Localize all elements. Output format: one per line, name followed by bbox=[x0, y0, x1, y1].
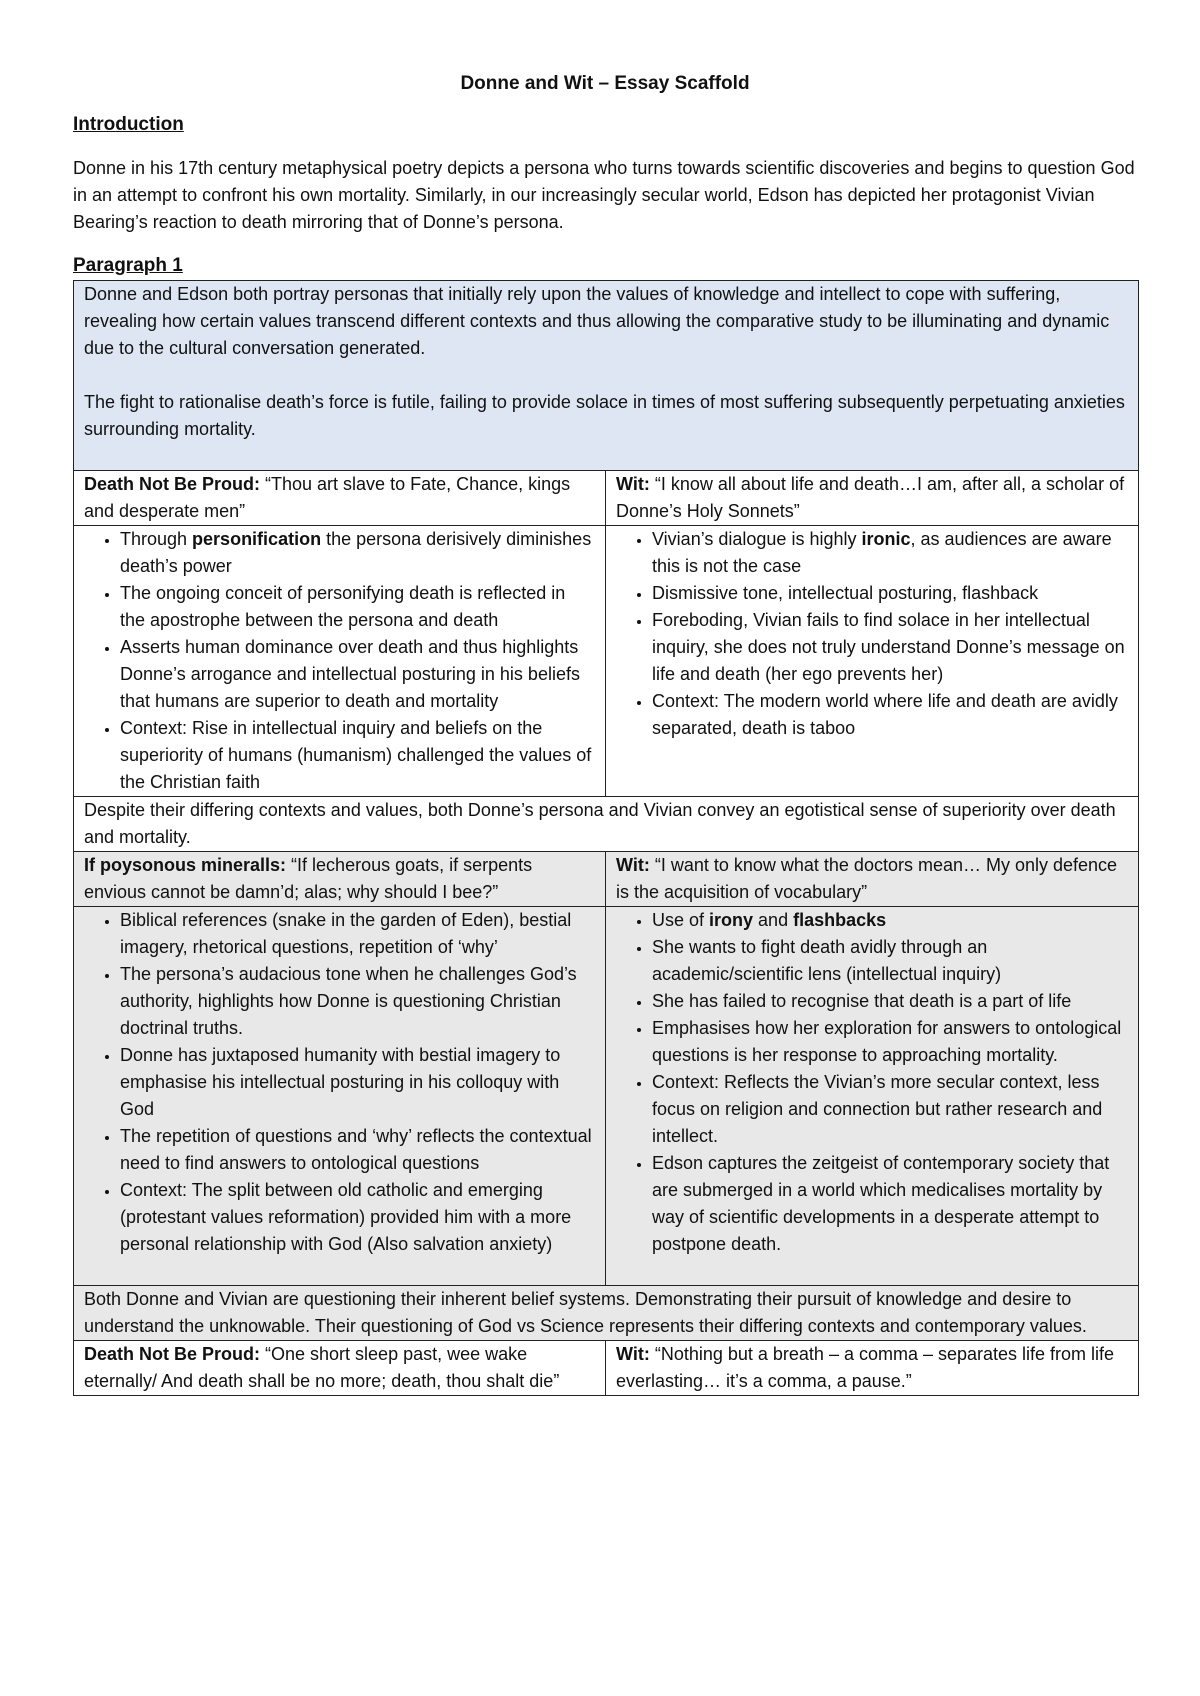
introduction-text: Donne in his 17th century metaphysical poetry depicts a persona who turns towards scientific discoveries and begins to question God in an attempt to confront his own mortality. Similarly, in our increasingly secular world, Edson has depicted her protagonist Vivian Bearing’s reaction to death mirroring that of Donne’s persona. bbox=[73, 158, 1135, 232]
analysis-list bbox=[616, 526, 1128, 742]
thesis-text: Donne and Edson both portray personas that initially rely upon the values of knowledge and intellect to cope with suffering, revealing how certain values transcend different contexts and thus allowing the comparative study to be illuminating and dynamic due to the cultural conversation generated. bbox=[84, 284, 1110, 358]
play-title: Wit: bbox=[616, 855, 650, 875]
list-item: • Dismissive tone, intellectual posturing, flashback bbox=[652, 580, 1128, 607]
play-quote: “I know all about life and death…I am, after all, a scholar of Donne’s Holy Sonnets” bbox=[616, 474, 1125, 521]
list-item: • Asserts human dominance over death and thus highlights Donne’s arrogance and intellectual posturing in his beliefs that humans are superior to death and mortality bbox=[120, 634, 595, 715]
list-item: • Context: The modern world where life and death are avidly separated, death is taboo bbox=[652, 688, 1128, 742]
poem-title: If poysonous mineralls: bbox=[84, 855, 287, 875]
play-title: Wit: bbox=[616, 1344, 650, 1364]
paragraph1-heading: Paragraph 1 bbox=[73, 255, 183, 276]
poem-title: Death Not Be Proud: bbox=[84, 474, 261, 494]
list-item: • Foreboding, Vivian fails to find solace in her intellectual inquiry, she does not truly understand Donne’s message on life and death (her ego prevents her) bbox=[652, 607, 1128, 688]
play-quote-cell bbox=[606, 852, 1139, 907]
list-item: • Context: The split between old catholic and emerging (protestant values reformation) provided him with a more personal relationship with God (Also salvation anxiety) bbox=[120, 1177, 595, 1258]
poem-quote: “Thou art slave to Fate, Chance, kings and desperate men” bbox=[84, 474, 571, 521]
document-title: Donne and Wit – Essay Scaffold bbox=[460, 73, 750, 94]
link-cell: Both Donne and Vivian are questioning their inherent belief systems. Demonstrating their pursuit of knowledge and desire to understand the unknowable. Their questioning of God vs Science represents their differing contexts and contemporary values. bbox=[74, 1286, 1139, 1341]
thesis-cell bbox=[74, 281, 1139, 471]
list-item: • Emphasises how her exploration for answers to ontological questions is her response to approaching mortality. bbox=[652, 1015, 1128, 1069]
list-item: • Context: Rise in intellectual inquiry and beliefs on the superiority of humans (humanism) challenged the values of the Christian faith bbox=[120, 715, 595, 796]
introduction-section bbox=[73, 111, 1137, 236]
link-cell: Despite their differing contexts and values, both Donne’s persona and Vivian convey an egotistical sense of superiority over death and mortality. bbox=[74, 797, 1139, 852]
poem-quote-cell bbox=[74, 1341, 606, 1396]
poem-quote-cell bbox=[74, 471, 606, 526]
list-item: • She wants to fight death avidly through an academic/scientific lens (intellectual inquiry) bbox=[652, 934, 1128, 988]
play-quote-cell bbox=[606, 471, 1139, 526]
poem-quote: “If lecherous goats, if serpents envious cannot be damn’d; alas; why should I bee?” bbox=[84, 855, 533, 902]
document-page bbox=[73, 70, 1137, 1396]
list-item: • Biblical references (snake in the garden of Eden), bestial imagery, rhetorical questions, repetition of ‘why’ bbox=[120, 907, 595, 961]
poem-title: Death Not Be Proud: bbox=[84, 1344, 261, 1364]
list-item: • Vivian’s dialogue is highly ironic, as audiences are aware this is not the case bbox=[652, 526, 1128, 580]
analysis-list bbox=[84, 526, 595, 796]
scaffold-table bbox=[73, 280, 1139, 1396]
analysis-list bbox=[616, 907, 1128, 1258]
analysis-list bbox=[84, 907, 595, 1258]
list-item: • Context: Reflects the Vivian’s more secular context, less focus on religion and connection but rather research and intellect. bbox=[652, 1069, 1128, 1150]
list-item: • The ongoing conceit of personifying death is reflected in the apostrophe between the persona and death bbox=[120, 580, 595, 634]
list-item: • Through personification the persona derisively diminishes death’s power bbox=[120, 526, 595, 580]
play-analysis-cell bbox=[606, 907, 1139, 1286]
introduction-heading: Introduction bbox=[73, 114, 184, 135]
poem-analysis-cell bbox=[74, 526, 606, 797]
play-quote: “I want to know what the doctors mean… My only defence is the acquisition of vocabulary” bbox=[616, 855, 1118, 902]
play-title: Wit: bbox=[616, 474, 650, 494]
thesis-text: The fight to rationalise death’s force is futile, failing to provide solace in times of most suffering subsequently perpetuating anxieties surrounding mortality. bbox=[84, 392, 1125, 439]
list-item: • Donne has juxtaposed humanity with bestial imagery to emphasise his intellectual posturing in his colloquy with God bbox=[120, 1042, 595, 1123]
list-item: • She has failed to recognise that death is a part of life bbox=[652, 988, 1128, 1015]
play-quote: “Nothing but a breath – a comma – separates life from life everlasting… it’s a comma, a pause.” bbox=[616, 1344, 1115, 1391]
play-quote-cell bbox=[606, 1341, 1139, 1396]
list-item: • The repetition of questions and ‘why’ reflects the contextual need to find answers to ontological questions bbox=[120, 1123, 595, 1177]
play-analysis-cell bbox=[606, 526, 1139, 797]
poem-quote-cell bbox=[74, 852, 606, 907]
poem-quote: “One short sleep past, wee wake eternally/ And death shall be no more; death, thou shalt die” bbox=[84, 1344, 560, 1391]
list-item: • Use of irony and flashbacks bbox=[652, 907, 1128, 934]
list-item: • The persona’s audacious tone when he challenges God’s authority, highlights how Donne is questioning Christian doctrinal truths. bbox=[120, 961, 595, 1042]
poem-analysis-cell bbox=[74, 907, 606, 1286]
list-item: • Edson captures the zeitgeist of contemporary society that are submerged in a world which medicalises mortality by way of scientific developments in a desperate attempt to postpone death. bbox=[652, 1150, 1128, 1258]
